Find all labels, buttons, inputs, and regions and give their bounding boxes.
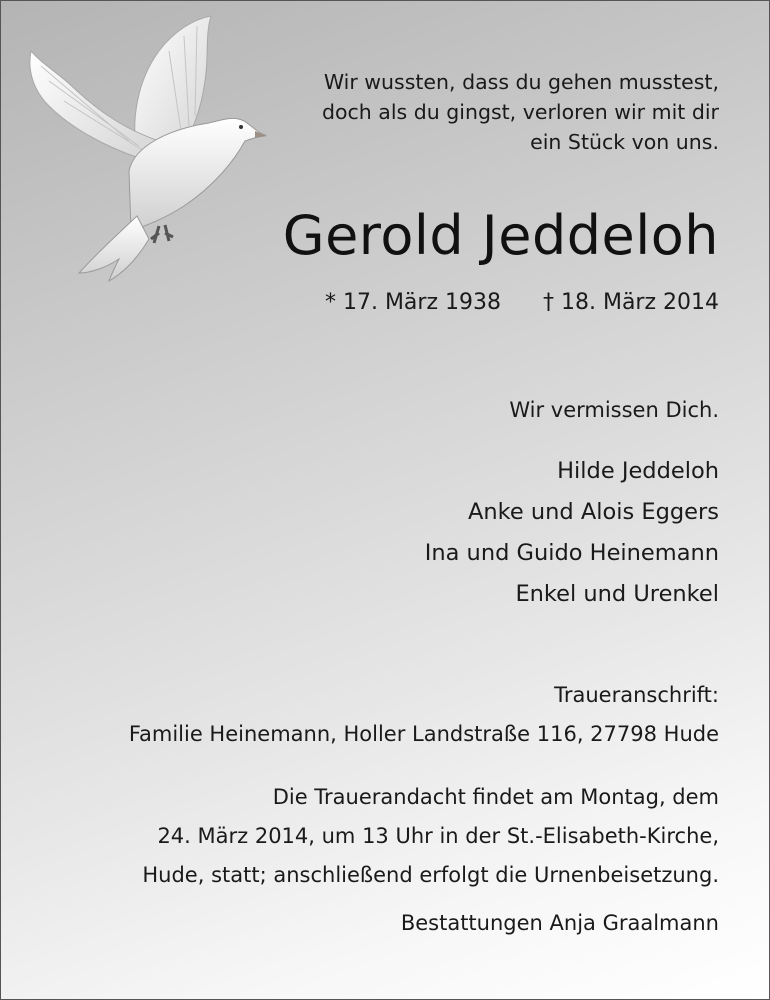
mourner-name: Enkel und Urenkel	[515, 581, 719, 607]
mourner-name: Anke und Alois Eggers	[468, 499, 719, 525]
dove-icon	[19, 11, 269, 286]
life-dates	[325, 286, 719, 320]
death-date: † 18. März 2014	[542, 290, 719, 315]
service-line: 24. März 2014, um 13 Uhr in der St.-Elisabeth-Kirche,	[157, 824, 719, 848]
service-line: Die Trauerandacht findet am Montag, dem	[272, 785, 719, 809]
address-label: Traueranschrift:	[554, 683, 719, 707]
deceased-name: Gerold Jeddeloh	[282, 204, 719, 267]
birth-date: * 17. März 1938	[324, 290, 501, 315]
undertaker: Bestattungen Anja Graalmann	[400, 911, 719, 935]
service-info	[142, 778, 719, 895]
motto-line: ein Stück von uns.	[530, 130, 719, 154]
mourner-name: Ina und Guido Heinemann	[424, 540, 719, 566]
motto-verse	[322, 67, 719, 157]
motto-line: doch als du gingst, verloren wir mit dir	[321, 100, 719, 124]
mourner-name: Hilde Jeddeloh	[557, 458, 719, 484]
address-value: Familie Heinemann, Holler Landstraße 116, 27798 Hude	[128, 722, 719, 746]
miss-line: Wir vermissen Dich.	[509, 398, 719, 422]
motto-line: Wir wussten, dass du gehen musstest,	[323, 70, 719, 94]
mourners-list	[425, 451, 719, 615]
service-line: Hude, statt; anschließend erfolgt die Urnenbeisetzung.	[142, 863, 719, 887]
